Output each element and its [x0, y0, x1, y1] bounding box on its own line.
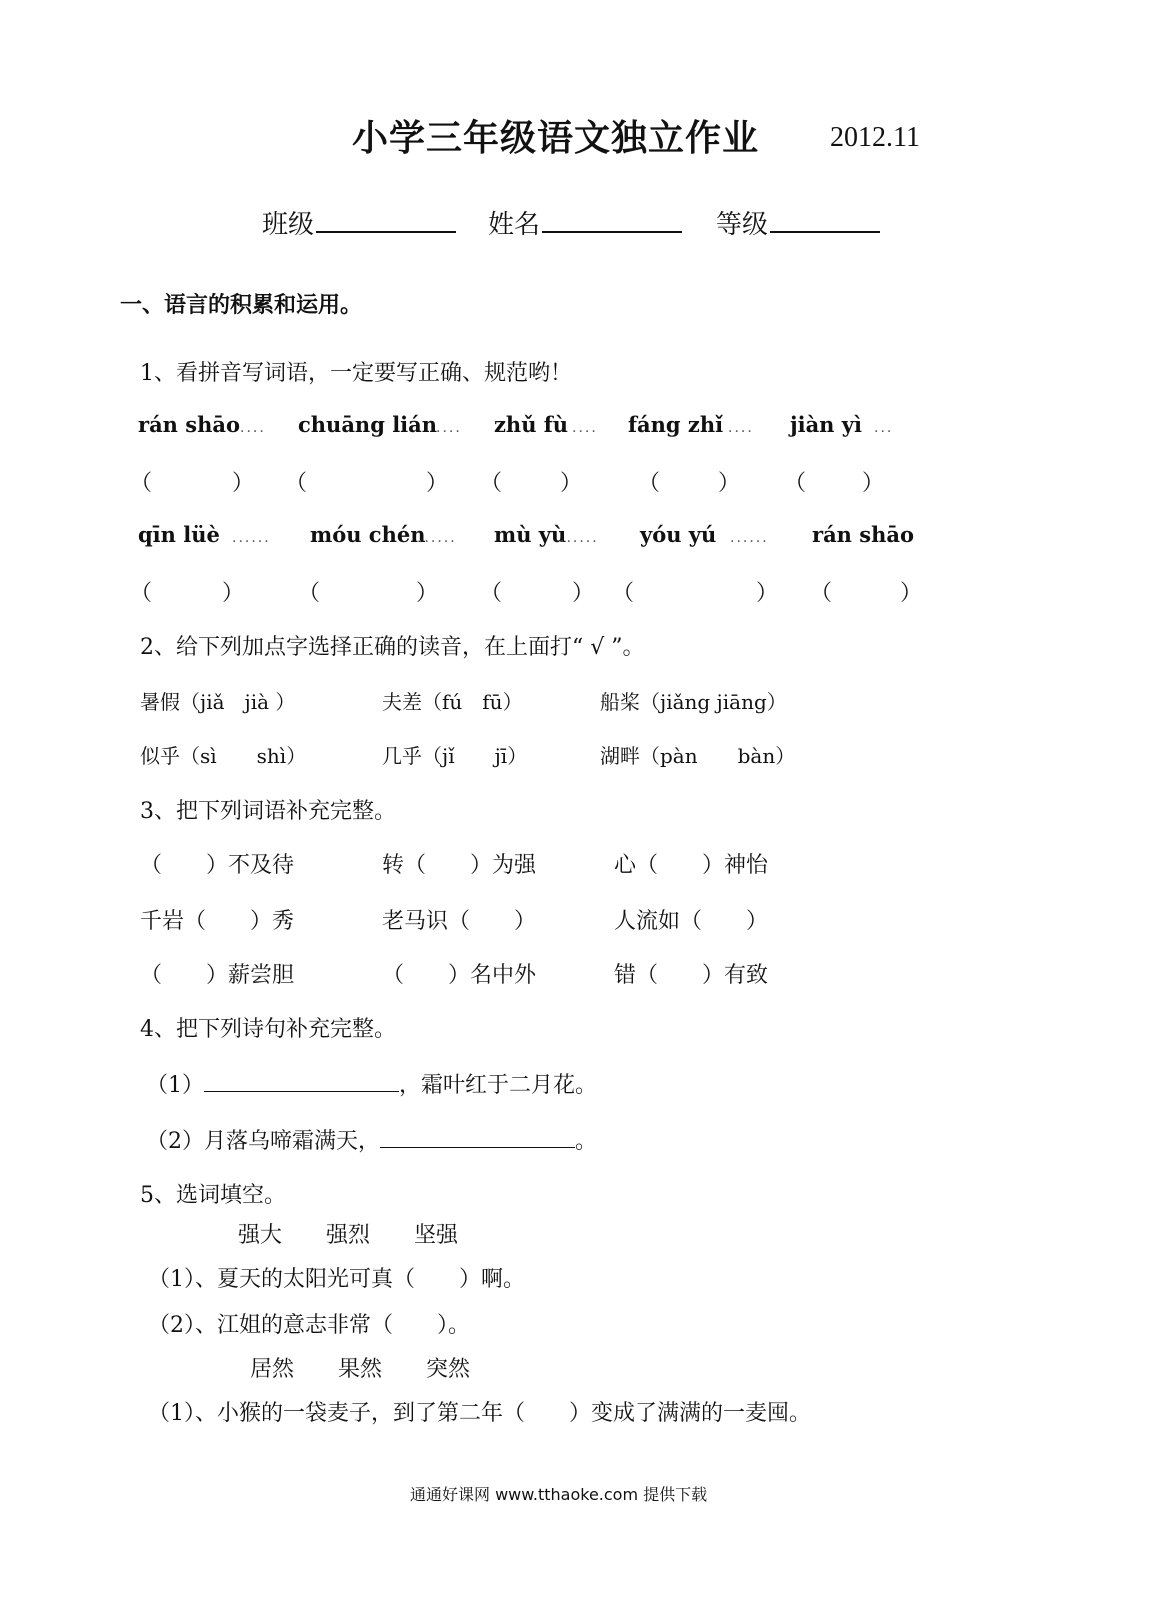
answer-paren-close: ） [416, 581, 439, 606]
poem-blank-1[interactable] [204, 1071, 399, 1092]
q3-prompt: 3、把下列词语补充完整。 [140, 799, 396, 824]
answer-paren-open[interactable]: （ [298, 581, 321, 606]
q1-prompt: 1、看拼音写词语，一定要写正确、规范哟！ [140, 361, 572, 386]
grade-label: 等级 [716, 210, 769, 240]
dot-leader: ...... [418, 530, 457, 546]
idiom-fill-item[interactable]: 错（ ）有致 [614, 963, 769, 988]
pinyin-item: qīn lüè [138, 522, 220, 547]
answer-paren-close: ） [718, 471, 741, 496]
pinyin-item: yóu yú [640, 522, 717, 547]
dot-leader: .... [728, 420, 754, 436]
grade-blank[interactable] [770, 207, 880, 233]
answer-paren-open[interactable]: （ [480, 581, 503, 606]
dot-leader: .... [572, 420, 598, 436]
date-label: 2012.11 [830, 122, 920, 153]
answer-paren-open[interactable]: （ [638, 471, 661, 496]
pinyin-item: zhǔ fù [494, 412, 569, 437]
reading-choice-item[interactable]: 暑假（jiǎ jià ） [140, 690, 296, 714]
page-title: 小学三年级语文独立作业 [352, 117, 760, 159]
dot-leader: ...... [232, 530, 271, 546]
answer-paren-close: ） [232, 471, 255, 496]
idiom-fill-item[interactable]: 人流如（ ） [614, 909, 769, 934]
pinyin-item: chuāng lián [298, 412, 438, 437]
dot-leader: .... [240, 420, 266, 436]
pinyin-item: mù yù [494, 522, 567, 547]
poem-line-2-prefix: （2）月落乌啼霜满天， [146, 1129, 380, 1154]
class-blank[interactable] [316, 207, 456, 233]
answer-paren-open[interactable]: （ [480, 471, 503, 496]
poem-line-2 [146, 1124, 597, 1155]
idiom-fill-item[interactable]: （ ）名中外 [382, 963, 537, 988]
dot-leader: .... [436, 420, 462, 436]
answer-paren-open[interactable]: （ [130, 581, 153, 606]
name-blank[interactable] [542, 207, 682, 233]
poem-line-1 [146, 1068, 597, 1099]
grade-field[interactable] [716, 204, 880, 241]
answer-paren-close: ） [572, 581, 595, 606]
class-label: 班级 [262, 210, 315, 240]
dot-leader: ... [874, 420, 894, 436]
answer-paren-close: ） [900, 581, 923, 606]
answer-paren-open[interactable]: （ [784, 471, 807, 496]
answer-paren-close: ） [756, 581, 779, 606]
idiom-fill-item[interactable]: 千岩（ ）秀 [140, 909, 295, 934]
answer-paren-open[interactable]: （ [612, 581, 635, 606]
answer-paren-close: ） [426, 471, 449, 496]
answer-paren-open[interactable]: （ [285, 471, 308, 496]
idiom-fill-item[interactable]: 老马识（ ） [382, 909, 537, 934]
poem-line-1-suffix: ，霜叶红于二月花。 [399, 1073, 598, 1098]
answer-paren-close: ） [862, 471, 885, 496]
reading-choice-item[interactable]: 船桨（jiǎng jiāng） [600, 690, 787, 714]
poem-blank-2[interactable] [380, 1127, 575, 1148]
poem-line-1-prefix: （1） [146, 1073, 204, 1098]
poem-line-2-suffix: 。 [575, 1129, 598, 1154]
pinyin-item: rán shāo [812, 522, 914, 547]
reading-choice-item[interactable]: 几乎（jǐ jī） [382, 744, 528, 768]
word-choices-1: 强大 强烈 坚强 [238, 1223, 459, 1248]
fill-sentence[interactable]: （1）、夏天的太阳光可真（ ）啊。 [148, 1267, 525, 1292]
reading-choice-item[interactable]: 夫差（fú fū） [382, 690, 523, 714]
name-field[interactable] [488, 204, 682, 241]
answer-paren-open[interactable]: （ [810, 581, 833, 606]
idiom-fill-item[interactable]: （ ）不及待 [140, 853, 295, 878]
pinyin-item: rán shāo [138, 412, 240, 437]
name-label: 姓名 [488, 210, 541, 240]
word-choices-2: 居然 果然 突然 [250, 1357, 471, 1382]
reading-choice-item[interactable]: 湖畔（pàn bàn） [600, 744, 796, 768]
reading-choice-item[interactable]: 似乎（sì shì） [140, 744, 307, 768]
answer-paren-open[interactable]: （ [130, 471, 153, 496]
fill-sentence[interactable]: （1）、小猴的一袋麦子，到了第二年（ ）变成了满满的一麦囤。 [148, 1401, 811, 1426]
class-field[interactable] [262, 204, 456, 241]
q4-prompt: 4、把下列诗句补充完整。 [140, 1017, 396, 1042]
idiom-fill-item[interactable]: 心（ ）神怡 [614, 853, 769, 878]
dot-leader: ...... [560, 530, 599, 546]
idiom-fill-item[interactable]: （ ）薪尝胆 [140, 963, 295, 988]
footer-source: 通通好课网 www.tthaoke.com 提供下载 [410, 1485, 708, 1504]
pinyin-item: jiàn yì [790, 412, 862, 437]
fill-sentence[interactable]: （2）、江姐的意志非常（ ）。 [148, 1313, 470, 1338]
answer-paren-close: ） [560, 471, 583, 496]
pinyin-item: móu chén [310, 522, 426, 547]
q5-prompt: 5、选词填空。 [140, 1183, 286, 1208]
section-title: 一、语言的积累和运用。 [120, 292, 363, 318]
pinyin-item: fáng zhǐ [628, 412, 724, 437]
q2-prompt: 2、给下列加点字选择正确的读音，在上面打“ √ ”。 [140, 635, 645, 660]
dot-leader: ...... [730, 530, 769, 546]
idiom-fill-item[interactable]: 转（ ）为强 [382, 853, 537, 878]
answer-paren-close: ） [222, 581, 245, 606]
